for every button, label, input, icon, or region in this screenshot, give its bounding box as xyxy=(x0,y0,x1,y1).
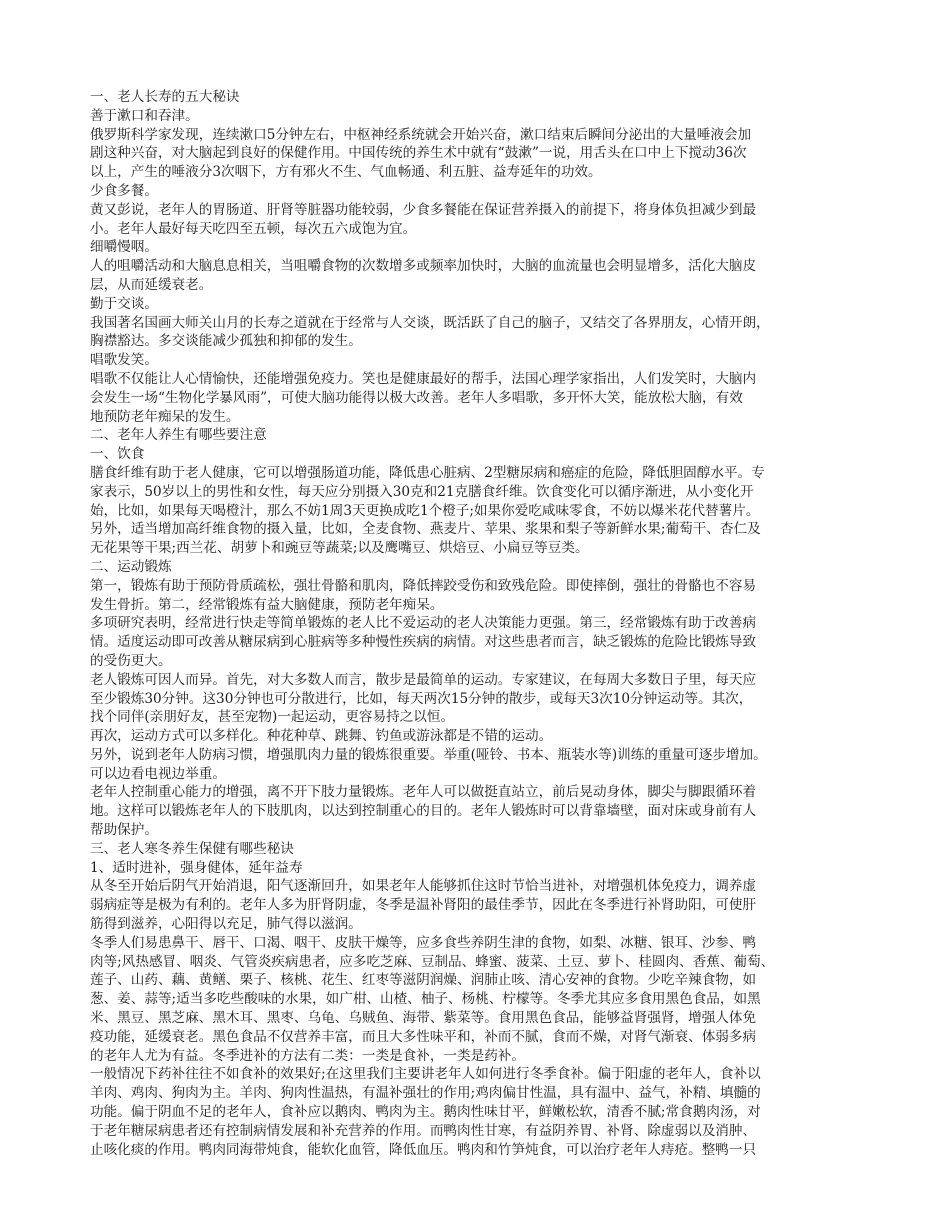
text-line: 地。这样可以锻炼老年人的下肢肌肉，以达到控制重心的目的。老年人锻炼时可以背靠墙壁，面对床或身前有人 xyxy=(90,803,757,820)
text-line: 情。适度运动即可改善从糖尿病到心脏病等多种慢性疾病的病情。对这些患者而言，缺乏锻炼的危险比锻炼导致 xyxy=(90,634,757,651)
text-line: 于老年糖尿病患者还有控制病情发展和补充营养的作用。而鸭肉性甘寒，有益阴养胃、补肾、除虚弱以及消肿、 xyxy=(90,1122,757,1139)
text-line: 冬季人们易患鼻干、唇干、口渴、咽干、皮肤干燥等，应多食些养阴生津的食物，如梨、冰糖、银耳、沙参、鸭 xyxy=(90,934,757,951)
text-line: 羊肉、鸡肉、狗肉为主。羊肉、狗肉性温热，有温补强壮的作用;鸡肉偏甘性温，具有温中、益气，补精、填髓的 xyxy=(90,1085,761,1102)
text-line: 胸襟豁达。多交谈能减少孤独和抑郁的发生。 xyxy=(90,333,362,350)
text-line: 另外，说到老年人防病习惯，增强肌肉力量的锻炼很重要。举重(哑铃、书本、瓶装水等)训练的重量可逐步增加。 xyxy=(90,746,767,763)
text-line: 家表示，50岁以上的男性和女性，每天应分别摄入30克和21克膳食纤维。饮食变化可以循序渐进，从小变化开 xyxy=(90,483,754,500)
text-line: 勤于交谈。 xyxy=(90,295,158,312)
text-line: 一、饮食 xyxy=(90,446,145,463)
text-line: 始，比如，如果每天喝橙汁，那么不妨1周3天更换成吃1个橙子;如果你爱吃咸味零食，不妨以爆米花代替薯片。 xyxy=(90,502,760,519)
text-line: 功能。偏于阴血不足的老年人，食补应以鹅肉、鸭肉为主。鹅肉性味甘平，鲜嫩松软，清香不腻;常食鹅肉汤，对 xyxy=(90,1104,761,1121)
text-line: 俄罗斯科学家发现，连续漱口5分钟左右，中枢神经系统就会开始兴奋，漱口结束后瞬间分泌出的大量唾液会加 xyxy=(90,126,752,143)
text-line: 二、老年人养生有哪些要注意 xyxy=(90,427,267,444)
text-line: 肉等;风热感冒、咽炎、气管炎疾病患者，应多吃芝麻、豆制品、蜂蜜、菠菜、土豆、萝卜、桂圆肉、香蕉、葡萄、 xyxy=(90,953,775,970)
text-line: 的老年人尤为有益。冬季进补的方法有二类：一类是食补，一类是药补。 xyxy=(90,1047,525,1064)
text-line: 地预防老年痴呆的发生。 xyxy=(90,408,240,425)
text-line: 葱、姜、蒜等;适当多吃些酸味的水果，如广柑、山楂、柚子、杨桃、柠檬等。冬季尤其应多食用黑色食品，如黑 xyxy=(90,991,761,1008)
text-line: 二、运动锻炼 xyxy=(90,558,172,575)
text-line: 另外，适当增加高纤维食物的摄入量，比如，全麦食物、燕麦片、苹果、浆果和梨子等新鲜水果;葡萄干、杏仁及 xyxy=(90,521,761,538)
text-line: 的受伤更大。 xyxy=(90,652,172,669)
text-line: 善于漱口和吞津。 xyxy=(90,107,199,124)
text-line: 莲子、山药、藕、黄鳝、栗子、核桃、花生、红枣等滋阴润燥、润肺止咳、清心安神的食物。少吃辛辣食物，如 xyxy=(90,972,757,989)
text-line: 层，从而延缓衰老。 xyxy=(90,276,213,293)
text-line: 止咳化痰的作用。鸭肉同海带炖食，能软化血管，降低血压。鸭肉和竹笋炖食，可以治疗老年人痔疮。整鸭一只 xyxy=(90,1141,757,1158)
text-line: 少食多餐。 xyxy=(90,182,158,199)
text-line: 小。老年人最好每天吃四至五顿，每次五六成饱为宜。 xyxy=(90,220,417,237)
text-line: 黄又彭说，老年人的胃肠道、肝肾等脏器功能较弱，少食多餐能在保证营养摄入的前提下，将身体负担减少到最 xyxy=(90,201,757,218)
text-line: 老人锻炼可因人而异。首先，对大多数人而言，散步是最简单的运动。专家建议，在每周大多数日子里，每天应 xyxy=(90,671,757,688)
text-line: 多项研究表明，经常进行快走等简单锻炼的老人比不爱运动的老人决策能力更强。第三，经常锻炼有助于改善病 xyxy=(90,615,757,632)
text-line: 再次，运动方式可以多样化。种花种草、跳舞、钓鱼或游泳都是不错的运动。 xyxy=(90,728,553,745)
text-line: 唱歌不仅能让人心情愉快，还能增强免疫力。笑也是健康最好的帮手，法国心理学家指出，人们发笑时，大脑内 xyxy=(90,370,757,387)
text-line: 可以边看电视边举重。 xyxy=(90,765,226,782)
text-line: 从冬至开始后阴气开始消退，阳气逐渐回升，如果老年人能够抓住这时节恰当进补，对增强机体免疫力，调养虚 xyxy=(90,878,757,895)
text-line: 1、适时进补，强身健体，延年益寿 xyxy=(90,859,303,876)
text-line: 以上，产生的唾液分3次咽下，方有邪火不生、气血畅通、利五脏、益寿延年的功效。 xyxy=(90,164,602,181)
text-line: 细嚼慢咽。 xyxy=(90,239,158,256)
text-line: 我国著名国画大师关山月的长寿之道就在于经常与人交谈，既活跃了自己的脑子，又结交了各界朋友，心情开朗， xyxy=(90,314,770,331)
text-line: 无花果等干果;西兰花、胡萝卜和豌豆等蔬菜;以及鹰嘴豆、烘焙豆、小扁豆等豆类。 xyxy=(90,540,589,557)
text-line: 三、老人寒冬养生保健有哪些秘诀 xyxy=(90,840,294,857)
text-line: 筋得到滋养，心阳得以充足，肺气得以滋润。 xyxy=(90,916,362,933)
text-line: 一、老人长寿的五大秘诀 xyxy=(90,89,240,105)
text-line: 第一，锻炼有助于预防骨质疏松，强壮骨骼和肌肉，降低摔跤受伤和致残危险。即使摔倒，强壮的骨骼也不容易 xyxy=(90,577,757,594)
text-line: 唱歌发笑。 xyxy=(90,352,158,369)
text-line: 疫功能，延缓衰老。黑色食品不仅营养丰富，而且大多性味平和，补而不腻，食而不燥，对肾气渐衰、体弱多病 xyxy=(90,1028,757,1045)
text-line: 老年人控制重心能力的增强，离不开下肢力量锻炼。老年人可以做挺直站立，前后晃动身体，脚尖与脚跟循环着 xyxy=(90,784,757,801)
text-line: 弱病症等是极为有利的。老年人多为肝肾阴虚，冬季是温补肾阳的最佳季节，因此在冬季进行补肾助阳，可使肝 xyxy=(90,897,757,914)
text-line: 找个同伴(亲朋好友，甚至宠物)一起运动，更容易持之以恒。 xyxy=(90,709,455,726)
text-line: 会发生一场“生物化学暴风雨”，可使大脑功能得以极大改善。老年人多唱歌，多开怀大笑，能放松大脑，有效 xyxy=(90,389,743,406)
text-line: 剧这种兴奋，对大脑起到良好的保健作用。中国传统的养生术中就有“鼓漱”一说，用舌头在口中上下搅动36次 xyxy=(90,145,747,162)
text-line: 人的咀嚼活动和大脑息息相关，当咀嚼食物的次数增多或频率加快时，大脑的血流量也会明显增多，活化大脑皮 xyxy=(90,258,757,275)
text-line: 膳食纤维有助于老人健康，它可以增强肠道功能，降低患心脏病、2型糖尿病和癌症的危险，降低胆固醇水平。专 xyxy=(90,464,765,481)
text-line: 米、黑豆、黑芝麻、黑木耳、黑枣、乌龟、乌贼鱼、海带、紫菜等。食用黑色食品，能够益肾强肾，增强人体免 xyxy=(90,1010,757,1027)
text-line: 帮助保护。 xyxy=(90,822,158,839)
text-line: 一般情况下药补往往不如食补的效果好;在这里我们主要讲老年人如何进行冬季食补。偏于阳虚的老年人，食补以 xyxy=(90,1066,761,1083)
text-line: 至少锻炼30分钟。这30分钟也可分散进行，比如，每天两次15分钟的散步，或每天3次10分钟运动等。其次， xyxy=(90,690,753,707)
text-line: 发生骨折。第二，经常锻炼有益大脑健康，预防老年痴呆。 xyxy=(90,596,444,613)
